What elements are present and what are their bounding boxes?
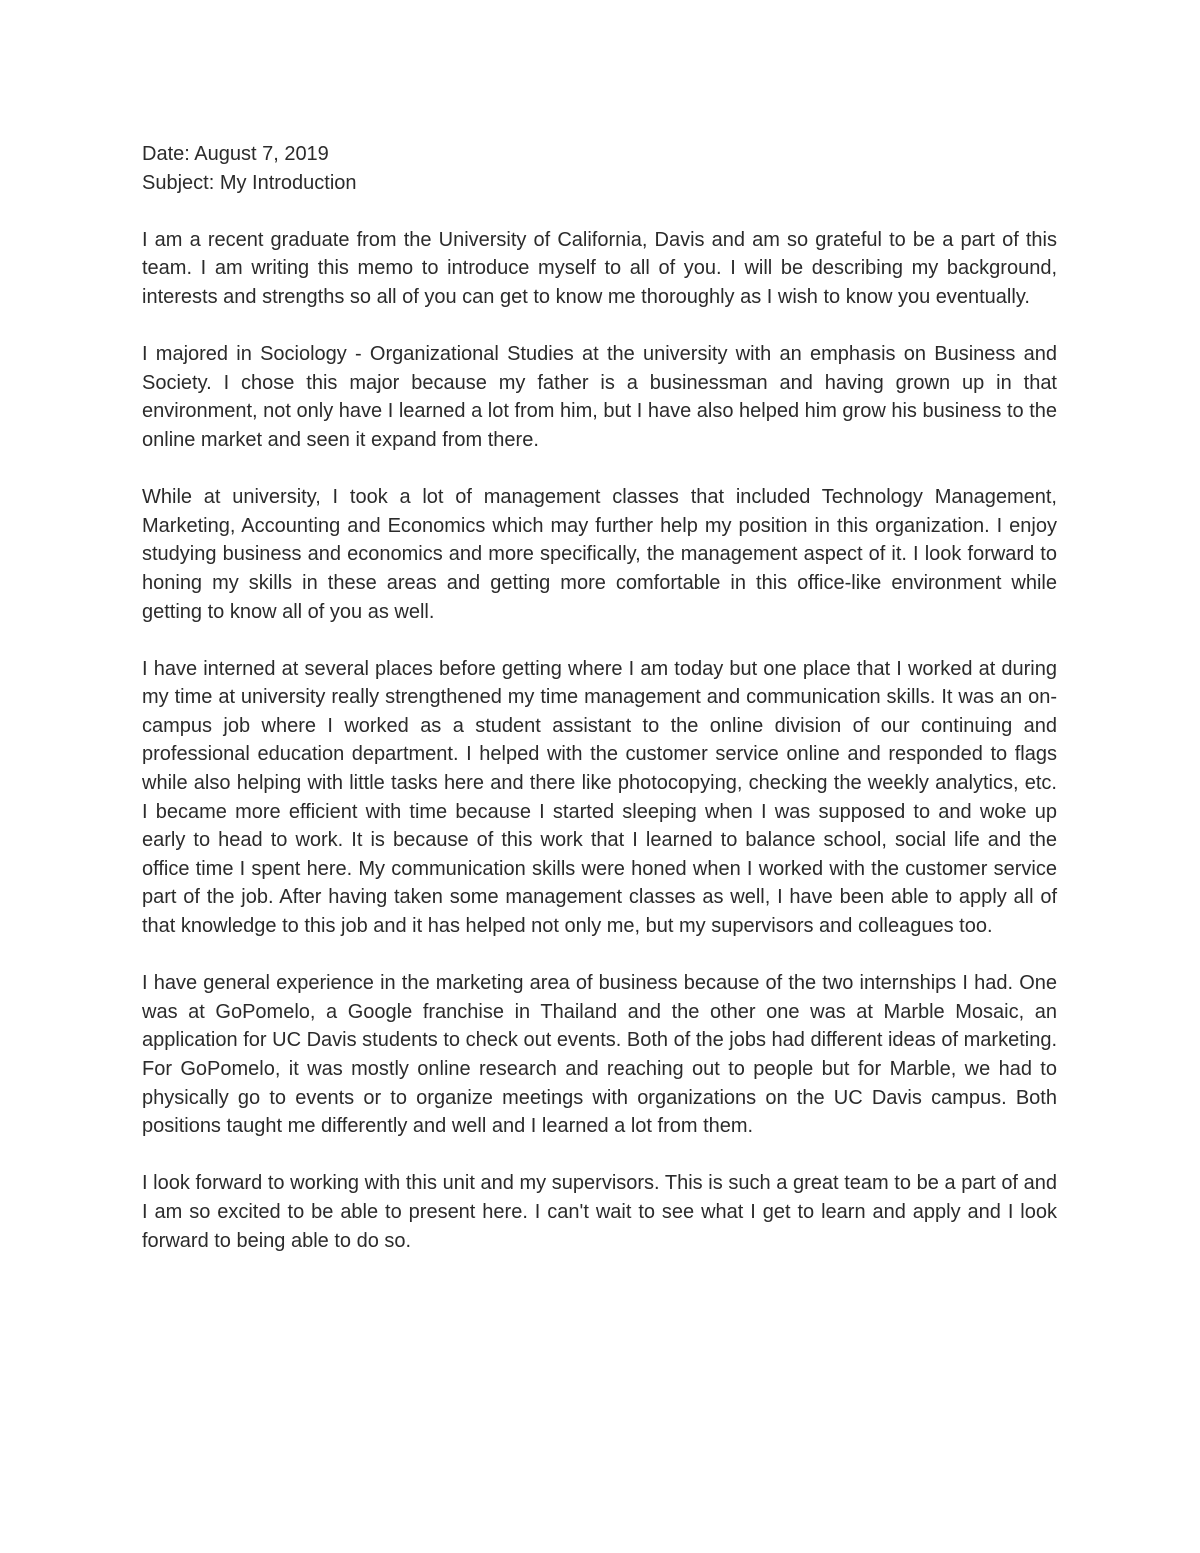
paragraph-classes: While at university, I took a lot of management classes that included Technology Management, Marketing, Accounting and Economics which may further help my position in this organization. I enjoy studying business and economics and more specifically, the management aspect of it. I look forward to honing my skills in these areas and getting more comfortable in this office-like environment while getting to know all of you as well.	[142, 486, 1057, 623]
memo-subject: Subject: My Introduction	[142, 171, 357, 194]
paragraph-marketing-experience: I have general experience in the marketing area of business because of the two internships I had. One was at GoPomelo, a Google franchise in Thailand and the other one was at Marble Mosaic, an application for UC Davis students to check out events. Both of the jobs had different ideas of marketing. For GoPomelo, it was mostly online research and reaching out to people but for Marble, we had to physically go to events or to organize meetings with organizations on the UC Davis campus. Both positions taught me differently and well and I learned a lot from them.	[142, 972, 1057, 1138]
paragraph-closing: I look forward to working with this unit and my supervisors. This is such a great team to be a part of and I am so excited to be able to present here. I can't wait to see what I get to learn and apply and I look forward to being able to do so.	[142, 1172, 1057, 1252]
paragraph-major: I majored in Sociology - Organizational Studies at the university with an emphasis on Business and Society. I chose this major because my father is a businessman and having grown up in that environment, not only have I learned a lot from him, but I have also helped him grow his business to the online market and seen it expand from there.	[142, 343, 1057, 451]
paragraph-internship-experience: I have interned at several places before getting where I am today but one place that I worked at during my time at university really strengthened my time management and communication skills. It was an on-campus job where I worked as a student assistant to the online division of our continuing and professional education department. I helped with the customer service online and responded to flags while also helping with little tasks here and there like photocopying, checking the weekly analytics, etc. I became more efficient with time because I started sleeping when I was supposed to and woke up early to head to work. It is because of this work that I learned to balance school, social life and the office time I spent here. My communication skills were honed when I worked with the customer service part of the job. After having taken some management classes as well, I have been able to apply all of that knowledge to this job and it has helped not only me, but my supervisors and colleagues too.	[142, 657, 1057, 938]
paragraph-introduction: I am a recent graduate from the University of California, Davis and am so grateful to be a part of this team. I am writing this memo to introduce myself to all of you. I will be describing my background, interests and strengths so all of you can get to know me thoroughly as I wish to know you eventually.	[142, 228, 1057, 308]
memo-body	[142, 140, 1057, 1255]
memo-header	[142, 140, 1057, 197]
memo-date: Date: August 7, 2019	[142, 143, 329, 165]
